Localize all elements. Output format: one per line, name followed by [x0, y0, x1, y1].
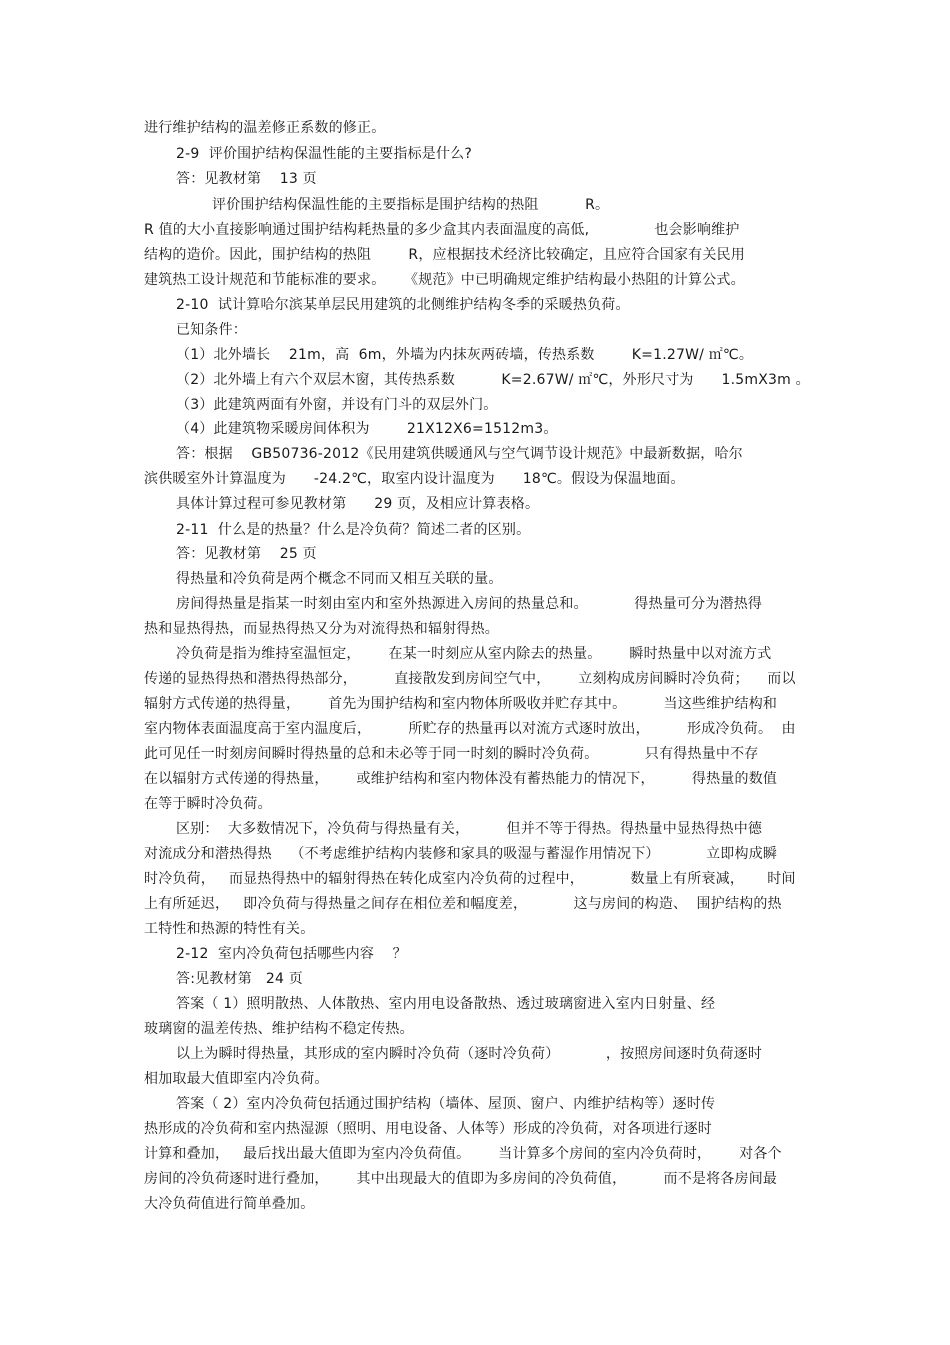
text-line: 热和显热得热，而显热得热又分为对流得热和辐射得热。 — [144, 621, 499, 637]
text-line: 在以辐射方式传递的得热量， 或维护结构和室内物体没有蓄热能力的情况下， 得热量的数值 — [144, 771, 778, 787]
text-line: 答案（ 2）室内冷负荷包括通过围护结构（墙体、屋顶、窗户、内维护结构等）逐时传 — [176, 1096, 716, 1112]
text-line: 答案（ 1）照明散热、人体散热、室内用电设备散热、透过玻璃窗进入室内日射量、经 — [176, 996, 716, 1012]
text-line: 在等于瞬时冷负荷。 — [144, 796, 272, 812]
text-line: 具体计算过程可参见教材第 29 页，及相应计算表格。 — [176, 496, 540, 512]
text-line: 进行维护结构的温差修正系数的修正。 — [144, 120, 386, 136]
text-line: 已知条件： — [176, 322, 247, 338]
text-line: 上有所延迟， 即冷负荷与得热量之间存在相位差和幅度差， 这与房间的构造、 围护结构的热 — [144, 896, 782, 912]
text-line: 滨供暖室外计算温度为 -24.2℃，取室内设计温度为 18℃。假设为保温地面。 — [144, 471, 685, 487]
text-line: 答：见教材第 13 页 — [176, 171, 317, 187]
text-line: 时冷负荷， 而显热得热中的辐射得热在转化成室内冷负荷的过程中， 数量上有所衰减， 时间 — [144, 871, 796, 887]
condition-1: （1）北外墙长 21m，高 6m，外墙为内抹灰两砖墙，传热系数 K=1.27W/ ㎡℃。 — [176, 347, 754, 363]
text-line: 对流成分和潜热得热 （不考虑维护结构内装修和家具的吸湿与蓄湿作用情况下） 立即构成瞬 — [144, 846, 778, 862]
text-line: 热形成的冷负荷和室内热湿源（照明、用电设备、人体等）形成的冷负荷，对各项进行逐时 — [144, 1121, 712, 1137]
text-line: 答：根据 GB50736-2012《民用建筑供暖通风与空气调节设计规范》中最新数据，哈尔 — [176, 446, 743, 462]
text-line: 以上为瞬时得热量，其形成的室内瞬时冷负荷（逐时冷负荷） ，按照房间逐时负荷逐时 — [176, 1046, 763, 1062]
text-line: 玻璃窗的温差传热、维护结构不稳定传热。 — [144, 1021, 414, 1037]
text-line: 房间的冷负荷逐时进行叠加， 其中出现最大的值即为多房间的冷负荷值， 而不是将各房间最 — [144, 1171, 778, 1187]
text-line: 结构的造价。因此，围护结构的热阻 R，应根据技术经济比较确定，且应符合国家有关民用 — [144, 247, 745, 263]
text-line: R 值的大小直接影响通过围护结构耗热量的多少盒其内表面温度的高低, 也会影响维护 — [144, 222, 740, 238]
text-line: 房间得热量是指某一时刻由室内和室外热源进入房间的热量总和。 得热量可分为潜热得 — [176, 596, 763, 612]
text-line: 辐射方式传递的热得量， 首先为围护结构和室内物体所吸收并贮存其中。 当这些维护结构和 — [144, 696, 778, 712]
question-2-9: 2-9 评价围护结构保温性能的主要指标是什么? — [176, 146, 472, 162]
text-line: 工特性和热源的特性有关。 — [144, 921, 315, 937]
condition-2: （2）北外墙上有六个双层木窗，其传热系数 K=2.67W/ ㎡℃，外形尺寸为 1.5mX3m 。 — [176, 372, 810, 388]
text-line: 评价围护结构保温性能的主要指标是围护结构的热阻 R。 — [212, 197, 610, 213]
text-line: 相加取最大值即室内冷负荷。 — [144, 1071, 329, 1087]
text-line: 冷负荷是指为维持室温恒定， 在某一时刻应从室内除去的热量。 瞬时热量中以对流方式 — [176, 646, 772, 662]
question-2-10: 2-10 试计算哈尔滨某单层民用建筑的北侧维护结构冬季的采暖热负荷。 — [176, 297, 630, 313]
text-line: 室内物体表面温度高于室内温度后， 所贮存的热量再以对流方式逐时放出， 形成冷负荷。 由 — [144, 721, 796, 737]
text-line: 答:见教材第 24 页 — [176, 971, 303, 987]
question-2-11: 2-11 什么是的热量？什么是冷负荷？简述二者的区别。 — [176, 522, 531, 538]
condition-3: （3）此建筑两面有外窗，并设有门斗的双层外门。 — [176, 397, 498, 413]
question-2-12: 2-12 室内冷负荷包括哪些内容 ？ — [176, 946, 407, 962]
text-line: 传递的显热得热和潜热得热部分， 直接散发到房间空气中， 立刻构成房间瞬时冷负荷； 而以 — [144, 671, 796, 687]
text-line: 得热量和冷负荷是两个概念不同而又相互关联的量。 — [176, 571, 503, 587]
text-line: 大冷负荷值进行简单叠加。 — [144, 1196, 315, 1212]
text-line: 此可见任一时刻房间瞬时得热量的总和未必等于同一时刻的瞬时冷负荷。 只有得热量中不存 — [144, 746, 759, 762]
text-line: 答：见教材第 25 页 — [176, 546, 317, 562]
text-line: 计算和叠加， 最后找出最大值即为室内冷负荷值。 当计算多个房间的室内冷负荷时， 对各个 — [144, 1146, 782, 1162]
text-line: 区别： 大多数情况下，冷负荷与得热量有关， 但并不等于得热。得热量中显热得热中德 — [176, 821, 763, 837]
condition-4: （4）此建筑物采暖房间体积为 21X12X6=1512m3。 — [176, 421, 558, 437]
text-line: 建筑热工设计规范和节能标准的要求。 《规范》中已明确规定维护结构最小热阻的计算公式。 — [144, 272, 745, 288]
